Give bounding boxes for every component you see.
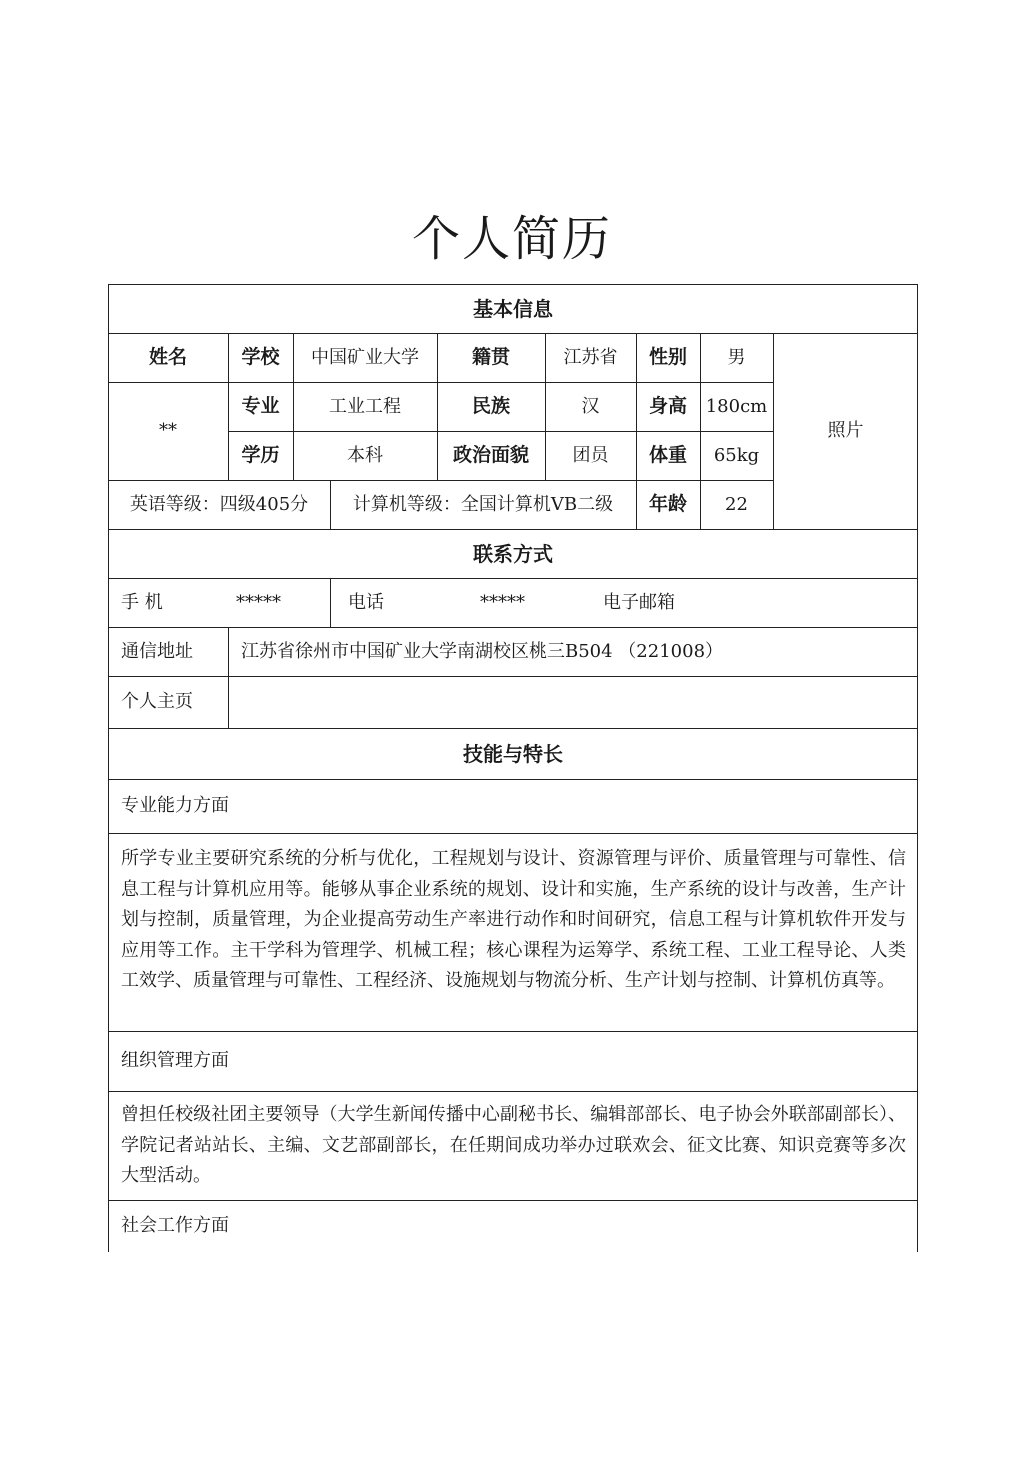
age-value: 22 <box>725 493 748 515</box>
political-value: 团员 <box>572 444 609 466</box>
ethnicity-value: 汉 <box>581 395 600 417</box>
origin-label: 籍贯 <box>471 346 510 369</box>
professional-text: 所学专业主要研究系统的分析与优化，工程规划与设计、资源管理与评价、质量管理与可靠性、信息工程与计算机应用等。能够从事企业系统的规划、设计和实施，生产系统的设计与改善，生产计划与控制，质量管理，为企业提高劳动生产率进行动作和时间研究，信息工程与计算机软件开发与应用等工作。主干学科为管理学、机械工程；核心课程为运筹学、系统工程、工业工程导论、人类工效学、质量管理与可靠性、工程经济、设施规划与物流分析、生产计划与控制、计算机仿真等。 <box>121 848 906 991</box>
address-value: 江苏省徐州市中国矿业大学南湖校区桃三B504 （221008） <box>241 640 724 662</box>
management-heading: 组织管理方面 <box>121 1050 229 1072</box>
page-title: 个人简历 <box>411 211 612 267</box>
rule <box>108 1091 918 1092</box>
english-level: 英语等级：四级405分 <box>129 493 309 515</box>
origin-value: 江苏省 <box>563 346 618 368</box>
computer-level: 计算机等级：全国计算机VB二级 <box>352 493 614 515</box>
mobile-label: 手 机 <box>121 591 163 613</box>
school-value: 中国矿业大学 <box>311 346 419 368</box>
mobile-value: ***** <box>236 591 281 613</box>
school-label: 学校 <box>241 346 280 369</box>
height-label: 身高 <box>648 395 687 418</box>
section-contact: 联系方式 <box>473 541 553 566</box>
professional-heading: 专业能力方面 <box>121 795 229 817</box>
gender-label: 性别 <box>648 346 687 369</box>
homepage-value <box>228 676 918 728</box>
name-value: ** <box>159 420 177 442</box>
rule <box>108 833 918 834</box>
weight-value: 65kg <box>713 444 760 466</box>
address-label: 通信地址 <box>121 640 193 662</box>
photo-placeholder: 照片 <box>827 420 864 442</box>
email-label: 电子邮箱 <box>603 591 675 613</box>
rule <box>330 578 331 627</box>
political-label: 政治面貌 <box>452 444 529 467</box>
social-heading: 社会工作方面 <box>121 1215 229 1237</box>
gender-value: 男 <box>727 346 746 368</box>
height-value: 180cm <box>705 395 768 417</box>
ethnicity-label: 民族 <box>471 395 510 418</box>
management-text: 曾担任校级社团主要领导（大学生新闻传播中心副秘书长、编辑部部长、电子协会外联部副部长）、学院记者站站长、主编、文艺部副部长，在任期间成功举办过联欢会、征文比赛、知识竞赛等多次大型活动。 <box>121 1104 906 1186</box>
section-basic-info: 基本信息 <box>473 296 553 321</box>
major-label: 专业 <box>241 395 280 418</box>
phone-label: 电话 <box>348 591 384 613</box>
section-skills: 技能与特长 <box>463 741 563 766</box>
education-label: 学历 <box>241 444 280 467</box>
education-value: 本科 <box>347 444 383 466</box>
homepage-label: 个人主页 <box>121 691 193 713</box>
weight-label: 体重 <box>648 444 687 467</box>
name-label: 姓名 <box>148 346 187 369</box>
major-value: 工业工程 <box>329 395 401 417</box>
phone-value: ***** <box>480 591 525 613</box>
resume-table <box>108 284 918 1252</box>
age-label: 年龄 <box>648 493 687 516</box>
